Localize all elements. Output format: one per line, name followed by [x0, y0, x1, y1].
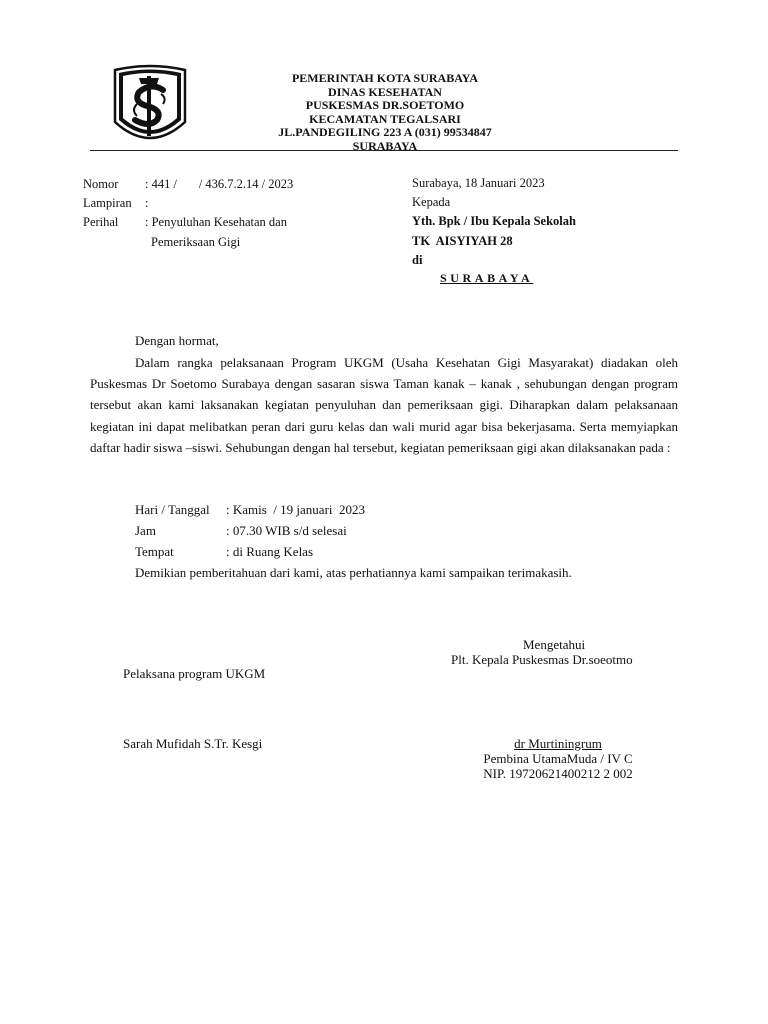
letterhead-line-5: JL.PANDEGILING 223 A (031) 99534847 — [278, 125, 492, 139]
perihal-value-2: Pemeriksaan Gigi — [151, 235, 241, 249]
recipient-di: di — [412, 253, 423, 267]
letterhead-line-4: KECAMATAN TEGALSARI — [309, 111, 461, 126]
right-signatory-block — [440, 736, 676, 781]
right-signatory-role: Plt. Kepala Puskesmas Dr.soeotmo — [451, 652, 633, 667]
greeting: Dengan hormat, — [135, 333, 219, 348]
perihal-label: Perihal — [83, 215, 119, 229]
right-signatory-nip: NIP. 19720621400212 2 002 — [483, 766, 633, 781]
body-paragraph-text: Dalam rangka pelaksanaan Program UKGM (Usaha Kesehatan Gigi Masyarakat) diadakan oleh Puskesmas Dr Soetomo Surabaya dengan sasaran siswa Taman kanak – kanak , sehubungan dengan program tersebut akan kami laksanakan kegiatan penyuluhan dan pemeriksaan gigi. Diharapkan dalam pelaksanaan kegiatan ini dapat melibatkan peran dari guru kelas dan wali murid agar bisa bekerjasama. Serta memyiapkan daftar hadir siswa –siswi. Sehubungan dengan hal tersebut, kegiatan pemeriksaan gigi akan dilaksanakan pada : — [90, 355, 678, 455]
tempat-label: Tempat — [135, 544, 174, 559]
kepada: Kepada — [412, 195, 451, 209]
letterhead-line-2: DINAS KESEHATAN — [328, 84, 442, 99]
place-date: Surabaya, 18 Januari 2023 — [412, 176, 545, 190]
nomor-label: Nomor — [83, 177, 119, 191]
recipient-school: TK AISYIYAH 28 — [412, 234, 513, 248]
hari-label: Hari / Tanggal — [135, 502, 210, 517]
body-paragraph — [90, 352, 678, 458]
recipient-title: Yth. Bpk / Ibu Kepala Sekolah — [412, 214, 576, 228]
tempat-value: : di Ruang Kelas — [226, 544, 314, 559]
perihal-value-1: : Penyuluhan Kesehatan dan — [145, 215, 287, 229]
letterhead-line-3: PUSKESMAS DR.SOETOMO — [305, 98, 465, 112]
nomor-value: : 441 / / 436.7.2.14 / 2023 — [145, 177, 294, 191]
jam-value: : 07.30 WIB s/d selesai — [226, 523, 347, 538]
right-signatory-name: dr Murtiningrum — [514, 736, 602, 751]
recipient-city: SURABAYA — [440, 271, 534, 285]
lampiran-value: : — [145, 196, 149, 210]
letterhead — [190, 72, 580, 153]
hari-value: : Kamis / 19 januari 2023 — [226, 502, 366, 517]
letterhead-line-6: SURABAYA — [352, 138, 418, 153]
mengetahui: Mengetahui — [523, 637, 586, 652]
letterhead-line-1: PEMERINTAH KOTA SURABAYA — [291, 71, 479, 85]
letterhead-divider — [90, 150, 678, 151]
right-signatory-rank: Pembina UtamaMuda / IV C — [483, 751, 633, 766]
left-signatory-role: Pelaksana program UKGM — [123, 666, 266, 681]
surabaya-emblem-logo — [113, 64, 187, 147]
closing-text: Demikian pemberitahuan dari kami, atas perhatiannya kami sampaikan terimakasih. — [135, 565, 572, 580]
lampiran-label: Lampiran — [83, 196, 132, 210]
jam-label: Jam — [135, 523, 156, 538]
left-signatory-name: Sarah Mufidah S.Tr. Kesgi — [123, 736, 263, 751]
